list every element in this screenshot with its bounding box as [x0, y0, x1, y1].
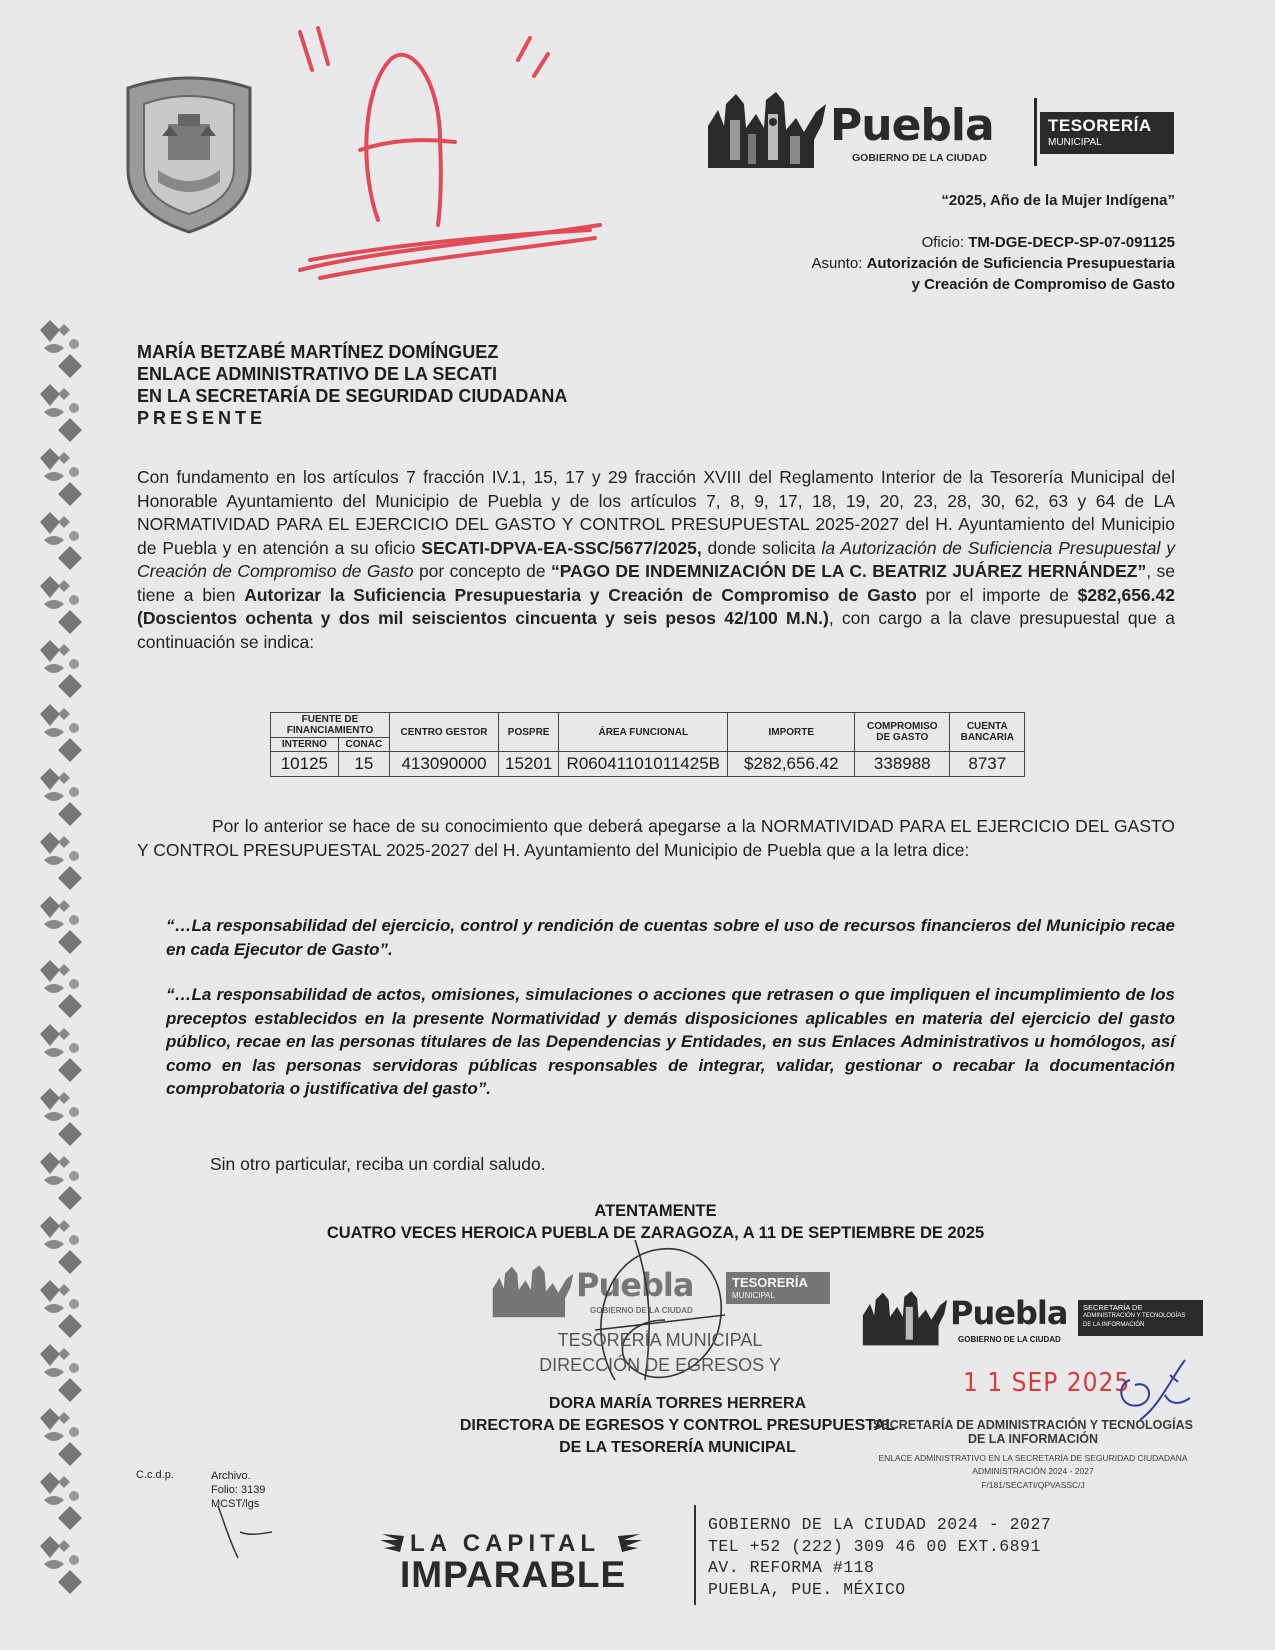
logo-subtitle: GOBIERNO DE LA CIUDAD [958, 1335, 1061, 1344]
capital-line-1: LA CAPITAL [410, 1530, 600, 1557]
logo-subtitle: GOBIERNO DE LA CIUDAD [852, 152, 987, 164]
puebla-wordmark: Puebla [830, 100, 994, 151]
cell-importe: $282,656.42 [728, 752, 855, 777]
stamp-line-2: DIRECCIÓN DE EGRESOS Y [539, 1355, 781, 1375]
year-motto: “2025, Año de la Mujer Indígena” [941, 192, 1175, 209]
budget-key-table [270, 712, 1025, 777]
secati-line-2: DE LA INFORMACIÓN [967, 1432, 1099, 1446]
ccdp-label: C.c.d.p. [136, 1469, 174, 1481]
secati-line-4: ADMINISTRACIÓN 2024 - 2027 [972, 1466, 1094, 1476]
stamp-line-1: TESORERÍA MUNICIPAL [557, 1330, 763, 1350]
city-skyline-icon [860, 1288, 950, 1350]
secati-line-1: SECRETARÍA DE ADMINISTRACIÓN Y TECNOLOGÍAS [873, 1418, 1193, 1432]
p1-text-f: , con cargo a la clave presupuestal que a continuación se indica: [137, 608, 1176, 652]
cell-centro: 413090000 [390, 752, 499, 777]
addressee-block [137, 341, 567, 429]
secati-stamp-logo [860, 1288, 1205, 1354]
addressee-name: MARÍA BETZABÉ MARTÍNEZ DOMÍNGUEZ [137, 342, 499, 362]
city-seal-logo [118, 74, 260, 236]
cell-compromiso: 338988 [855, 752, 950, 777]
initials: MCST/lgs [211, 1498, 260, 1510]
puebla-wordmark: Puebla [950, 1294, 1068, 1332]
quote-2: “…La responsabilidad de actos, omisiones, simulaciones o acciones que retrasen o que impliquen el incumplimiento de los preceptos establecidos en la presente Normatividad y demás disposiciones aplicables en materia del ejercicio del gasto público, recae en las personas titulares de las Dependencias y Entidades, en sus Enlaces Administrativos u homólogos, así como en las personas servidoras públicas responsables de integrar, validar, gestionar o recabar la documentación comprobatoria o justificativa del gasto”. [166, 985, 1175, 1098]
footer-line-2: TEL +52 (222) 309 46 00 EXT.6891 [708, 1536, 1041, 1556]
th-centro-gestor: CENTRO GESTOR [390, 713, 499, 752]
p1-text-e: por el importe de [916, 584, 1078, 605]
logo-subtitle: GOBIERNO DE LA CIUDAD [590, 1306, 693, 1315]
th-area-funcional: ÁREA FUNCIONAL [559, 713, 728, 752]
puebla-wordmark: Puebla [576, 1266, 694, 1304]
p1-italic: la Autorización de Suficiencia Presupuestal y Creación de Compromiso de Gasto [137, 537, 1175, 581]
body-paragraph-1 [137, 466, 1175, 654]
logo-divider [1034, 98, 1037, 166]
cell-area: R06041101011425B [559, 752, 728, 777]
cell-cuenta: 8737 [950, 752, 1025, 777]
th-fuente: FUENTE DE FINANCIAMIENTO [271, 713, 390, 738]
tesoreria-subtitle: MUNICIPAL [732, 1291, 775, 1300]
th-compromiso: COMPROMISO DE GASTO [855, 713, 950, 752]
la-capital-imparable-logo [376, 1530, 666, 1596]
wing-left-icon [376, 1532, 406, 1556]
cell-pospre: 15201 [499, 752, 559, 777]
secati-line-3: ENLACE ADMINISTRATIVO EN LA SECRETARÍA DE SEGURIDAD CIUDADANA [878, 1453, 1188, 1463]
signer-name: DORA MARÍA TORRES HERRERA [548, 1395, 807, 1412]
quote-1: “…La responsabilidad del ejercicio, control y rendición de cuentas sobre el uso de recursos financieros del Municipio recae en cada Ejecutor de Gasto”. [166, 916, 1175, 959]
archivo-label: Archivo. [211, 1470, 251, 1482]
p1-text-c: por concepto de [413, 561, 551, 581]
th-pospre: POSPRE [499, 713, 559, 752]
secati-badge-l1: SECRETARÍA DE [1083, 1303, 1143, 1312]
tesoreria-badge [1040, 112, 1174, 154]
footer-divider [694, 1505, 696, 1605]
closing-salutation: Sin otro particular, reciba un cordial saludo. [210, 1154, 546, 1174]
table-row [271, 752, 1025, 777]
city-skyline-icon [490, 1262, 576, 1322]
signer-title-1: DIRECTORA DE EGRESOS Y CONTROL PRESUPUESTAL [459, 1417, 896, 1434]
oficio-number: TM-DGE-DECP-SP-07-091125 [968, 234, 1175, 251]
document-reference [812, 232, 1175, 295]
atentamente: ATENTAMENTE [594, 1202, 717, 1220]
signer-title-2: DE LA TESORERÍA MUNICIPAL [559, 1439, 796, 1456]
secati-badge-l3: DE LA INFORMACIÓN [1083, 1322, 1145, 1328]
footer-contact [708, 1514, 1051, 1600]
footer-line-1: GOBIERNO DE LA CIUDAD 2024 - 2027 [708, 1515, 1052, 1534]
footer-line-4: PUEBLA, PUE. MÉXICO [708, 1579, 906, 1599]
body-paragraph-2: Por lo anterior se hace de su conocimiento que deberá apegarse a la NORMATIVIDAD PARA EL EJERCICIO DEL GASTO Y CONTROL PRESUPUESTAL 2025-2027 del H. Ayuntamiento del Municipio de Puebla que a la letra dice: [137, 816, 1175, 860]
secati-badge-l2: ADMINISTRACIÓN Y TECNOLOGÍAS [1083, 1313, 1186, 1319]
p1-text-b: donde solicita [701, 537, 822, 558]
p1-text-d: , se tiene a bien [137, 561, 1176, 605]
addressee-line-2: ENLACE ADMINISTRATIVO DE LA SECATI [137, 364, 497, 384]
city-skyline-icon [704, 90, 830, 172]
decorative-side-strip [30, 320, 100, 1600]
p1-amount: $282,656.42 (Doscientos ochenta y dos mil seiscientos cincuenta y seis pesos 42/100 M.N.) [137, 584, 1175, 628]
asunto-label: Asunto: [811, 255, 863, 272]
asunto-line-2: y Creación de Compromiso de Gasto [911, 276, 1175, 293]
p1-concept: “PAGO DE INDEMNIZACIÓN DE LA C. BEATRIZ JUÁREZ HERNÁNDEZ” [551, 561, 1147, 581]
p1-text-a: Con fundamento en los artículos 7 fracción IV.1, 15, 17 y 29 fracción XVIII del Reglamento Interior de la Tesorería Municipal del Honorable Ayuntamiento del Municipio de Puebla y de los artículos 7, 8, 9, 17, 18, 19, 20, 23, 28, 30, 62, 63 y 64 de LA NORMATIVIDAD PARA EL EJERCICIO DEL GASTO Y CONTROL PRESUPUESTAL 2025-2027 del H. Ayuntamiento del Municipio de Puebla y en atención a su oficio [137, 467, 1175, 558]
treasury-stamp-text [500, 1328, 820, 1378]
capital-line-2: IMPARABLE [400, 1554, 627, 1595]
oficio-label: Oficio: [921, 234, 965, 251]
cell-conac: 15 [338, 752, 389, 777]
header-logo [704, 86, 1174, 178]
cell-interno: 10125 [271, 752, 339, 777]
secati-line-5: F/181/SECATI/QPVASSC/J [981, 1480, 1085, 1490]
initials-scribble [210, 1502, 280, 1562]
secati-badge [1078, 1300, 1203, 1336]
addressee-presente: PRESENTE [137, 408, 267, 428]
wing-right-icon [616, 1532, 646, 1556]
tesoreria-title: TESORERÍA [732, 1275, 808, 1290]
footer-line-3: AV. REFORMA #118 [708, 1558, 875, 1577]
th-importe: IMPORTE [728, 713, 855, 752]
addressee-line-3: EN LA SECRETARÍA DE SEGURIDAD CIUDADANA [137, 386, 568, 406]
red-crayon-a-mark [290, 20, 610, 285]
secati-received-stamp [850, 1418, 1216, 1492]
folio: Folio: 3139 [211, 1484, 266, 1496]
p1-authorization: Autorizar la Suficiencia Presupuestaria y Creación de Compromiso de Gasto [244, 584, 917, 605]
tesoreria-title: TESORERÍA [1048, 116, 1152, 135]
th-interno: INTERNO [271, 738, 339, 752]
th-cuenta: CUENTA BANCARIA [950, 713, 1025, 752]
place-date: CUATRO VECES HEROICA PUEBLA DE ZARAGOZA, A 11 DE SEPTIEMBRE DE 2025 [326, 1224, 985, 1242]
received-date-stamp: 1 1 SEP 2025 [963, 1368, 1131, 1398]
tesoreria-subtitle: MUNICIPAL [1048, 137, 1102, 148]
th-conac: CONAC [338, 738, 389, 752]
annotation-mark-text: “A” [450, 250, 452, 251]
asunto-line-1: Autorización de Suficiencia Presupuestaria [866, 255, 1175, 272]
p1-reference: SECATI-DPVA-EA-SSC/5677/2025, [421, 537, 702, 558]
